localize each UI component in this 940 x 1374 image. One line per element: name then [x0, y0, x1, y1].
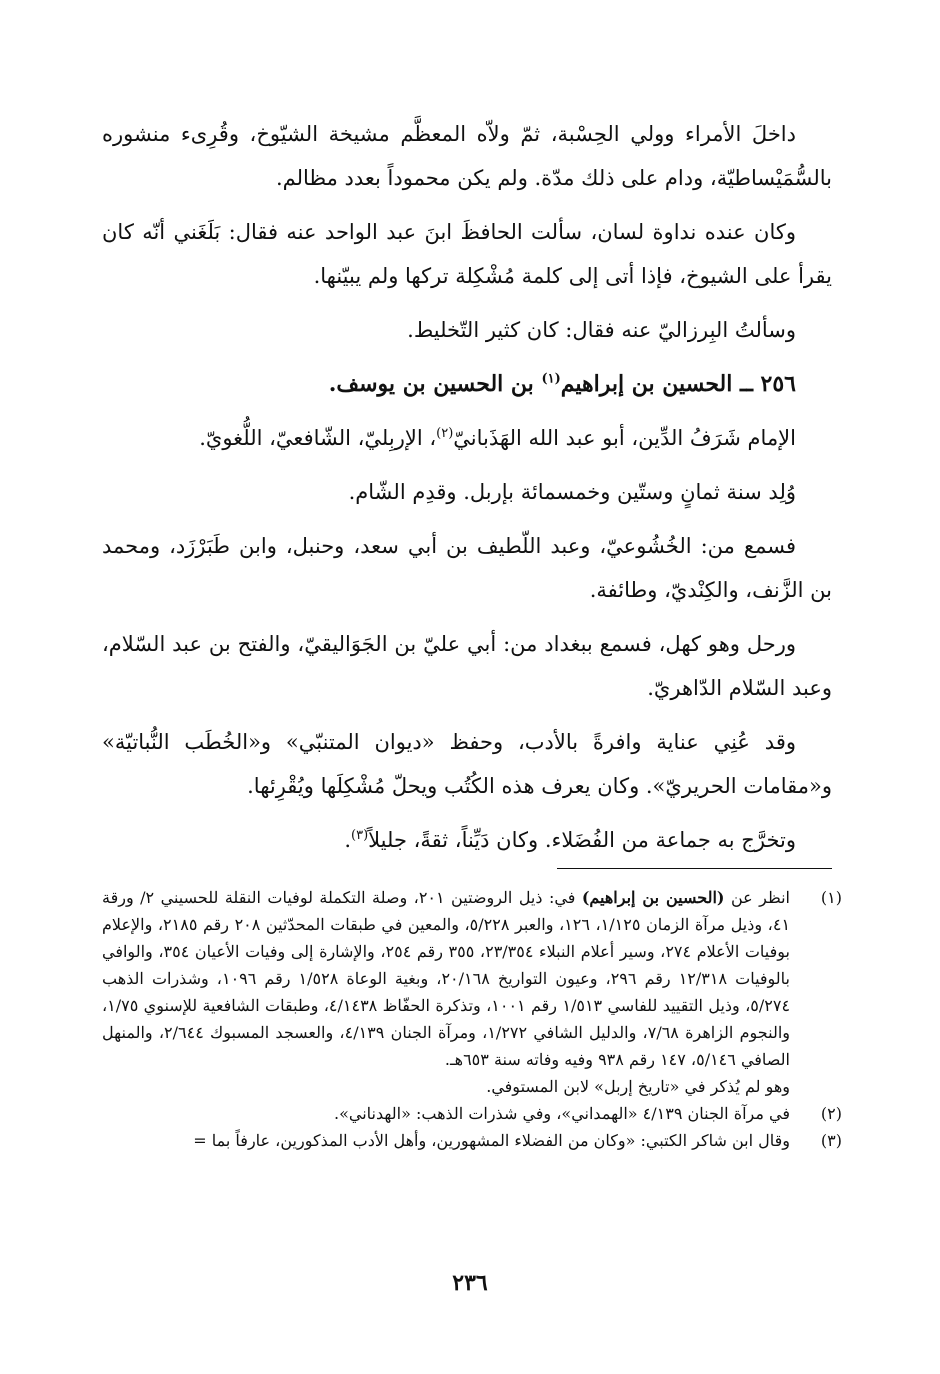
footnote-1	[102, 884, 842, 1073]
paragraph-4-start: الإمام شَرَفُ الدِّين، أبو عبد الله الهَذَبانيّ	[453, 426, 796, 450]
footnote-1-intro: انظر عن	[724, 888, 791, 907]
footnote-1-continuation: وهو لم يُذكر في «تاريخ إربل» لابن المستوفي.	[486, 1077, 790, 1096]
entry-heading-title: ٢٥٦ ــ الحسين بن إبراهيم	[560, 371, 796, 397]
footnote-ref-1: (١)	[541, 371, 561, 387]
paragraph-4-end: ، الإربِليّ، الشّافعيّ، اللُّغويّ.	[199, 426, 437, 450]
footnote-ref-2: (٢)	[436, 426, 454, 441]
entry-heading-rest: بن الحسين بن يوسف.	[328, 371, 542, 397]
footnote-3-text: وقال ابن شاكر الكتبي: «وكان من الفضلاء المشهورين، وأهل الأدب المذكورين، عارفاً بما =	[193, 1131, 790, 1150]
paragraph-8: وقد عُنِي عناية وافرةً بالأدب، وحفظ «ديوان المتنبّي» و«الخُطَب النُّباتيّة» و«مقامات الحريريّ». وكان يعرف هذه الكُتُب ويحلّ مُشْكِلَها ويُقْرِئها.	[102, 730, 832, 798]
footnote-3	[102, 1127, 842, 1154]
footnote-1-text	[102, 884, 790, 1073]
footnotes	[102, 884, 842, 1154]
paragraph-7: ورحل وهو كهل، فسمع ببغداد من: أبي عليّ بن الجَوَاليقيّ، والفتح بن عبد السّلام، وعبد السّلام الدّاهريّ.	[102, 632, 832, 700]
paragraph-9-end: .	[344, 828, 351, 852]
paragraph-1: داخلَ الأمراء وولي الحِسْبة، ثمّ ولاّه المعظَّم مشيخة الشيّوخ، وقُرِىء منشوره بالسُّمَيْساطيّة، ودام على ذلك مدّة. ولم يكن محموداً بعدد مظالم.	[102, 122, 832, 190]
paragraph-4	[102, 416, 832, 460]
paragraph-2: وكان عنده نداوة لسان، سألت الحافظَ ابنَ عبد الواحد عنه فقال: بَلَغَني أنّه كان يقرأ على الشيوخ، فإذا أتى إلى كلمة مُشْكِلة تركها ولم يبيّنها.	[102, 220, 832, 288]
footnote-divider	[557, 868, 832, 869]
footnote-2-number: (٢)	[820, 1104, 842, 1123]
entry-heading	[102, 362, 832, 406]
main-text	[102, 112, 832, 872]
paragraph-3: وسألتُ البِرزاليّ عنه فقال: كان كثير التّخليط.	[407, 318, 796, 342]
paragraph-6: فسمع من: الخُشُوعيّ، وعبد اللّطيف بن أبي سعد، وحنبل، وابن طَبَرْزَد، ومحمد بن الزَّنف، والكِنْديّ، وطائفة.	[102, 534, 832, 602]
page-number: ٢٣٦	[452, 1270, 488, 1296]
footnote-2	[102, 1100, 842, 1127]
paragraph-9-start: وتخرَّج به جماعة من الفُضَلاء. وكان دَيِّناً، ثقةً، جليلاً	[368, 828, 796, 852]
footnote-2-text: في مرآة الجنان ٤/١٣٩ «الهمداني»، وفي شذرات الذهب: «الهدناني».	[334, 1104, 790, 1123]
paragraph-9	[102, 818, 832, 862]
footnote-3-number: (٣)	[820, 1131, 842, 1150]
footnote-ref-3: (٣)	[351, 828, 369, 843]
footnote-1-sources: في: ذيل الروضتين ٢٠١، وصلة التكملة لوفيات النقلة للحسيني ٢/ ورقة ٤١، وذيل مرآة الزمان ١/١٢٥، ١٢٦، والعبر ٥/٢٢٨، والمعين في طبقات المحدّثين ٢٠٨ رقم ٢١٨٥، والإعلام بوفيات الأعلام ٢٧٤، وسير أعلام النبلاء ٢٣/٣٥٤، ٣٥٥ رقم ٢٥٤، والإشارة إلى وفيات الأعيان ٣٥٤، والوافي بالوفيات ١٢/٣١٨ رقم ٢٩٦، وعيون التواريخ ٢٠/١٦٨، وبغية الوعاة ١/٥٢٨ رقم ١٠٩٦، وشذرات الذهب ٥/٢٧٤، وذيل التقييد للفاسي ١/٥١٣ رقم ١٠٠١، وتذكرة الحفّاظ ٤/١٤٣٨، وطبقات الشافعية للإسنوي ١/٧٥، والنجوم الزاهرة ٧/٦٨، والدليل الشافي ١/٢٧٢، ومرآة الجنان ٤/١٣٩، والعسجد المسبوك ٢/٦٤٤، والمنهل الصافي ٥/١٤٦، ١٤٧ رقم ٩٣٨ وفيه وفاته سنة ٦٥٣هـ.	[102, 888, 791, 1069]
footnote-1-number: (١)	[820, 888, 842, 907]
footnote-1-subject: (الحسين بن إبراهيم)	[581, 888, 725, 907]
paragraph-5: وُلِد سنة ثمانٍ وستّين وخمسمائة بإربل. وقدِم الشّام.	[348, 480, 796, 504]
